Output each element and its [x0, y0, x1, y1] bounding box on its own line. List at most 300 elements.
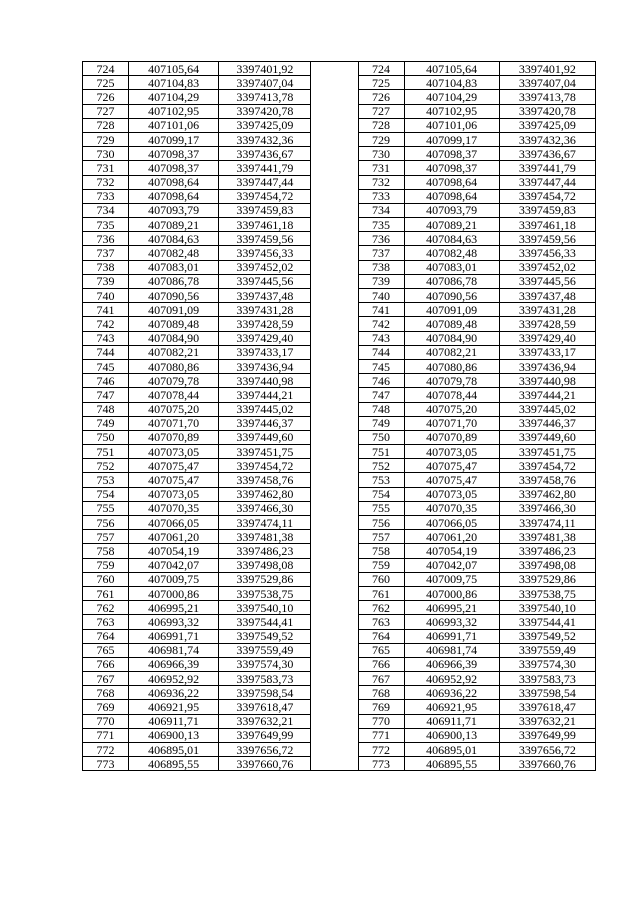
x-coordinate-cell: 407098,64 [404, 175, 499, 189]
y-coordinate-cell: 3397432,36 [499, 132, 595, 146]
y-coordinate-cell: 3397432,36 [219, 132, 311, 146]
x-coordinate-cell: 407061,20 [404, 530, 499, 544]
point-number-cell: 728 [83, 118, 129, 132]
x-coordinate-cell: 407102,95 [404, 104, 499, 118]
point-number-cell: 752 [358, 459, 404, 473]
y-coordinate-cell: 3397447,44 [499, 175, 595, 189]
point-number-cell: 729 [83, 132, 129, 146]
spacer-cell [311, 303, 358, 317]
y-coordinate-cell: 3397433,17 [219, 345, 311, 359]
table-row [83, 615, 596, 629]
point-number-cell: 773 [358, 757, 404, 771]
y-coordinate-cell: 3397441,79 [499, 161, 595, 175]
y-coordinate-cell: 3397544,41 [219, 615, 311, 629]
x-coordinate-cell: 407075,47 [404, 459, 499, 473]
y-coordinate-cell: 3397440,98 [499, 374, 595, 388]
table-row [83, 203, 596, 217]
spacer-cell [311, 430, 358, 444]
y-coordinate-cell: 3397459,83 [499, 203, 595, 217]
spacer-cell [311, 161, 358, 175]
table-row [83, 317, 596, 331]
spacer-cell [311, 274, 358, 288]
x-coordinate-cell: 406993,32 [129, 615, 219, 629]
x-coordinate-cell: 406911,71 [404, 714, 499, 728]
point-number-cell: 741 [358, 303, 404, 317]
x-coordinate-cell: 407070,89 [404, 430, 499, 444]
spacer-cell [311, 558, 358, 572]
x-coordinate-cell: 407084,90 [404, 331, 499, 345]
spacer-cell [311, 260, 358, 274]
x-coordinate-cell: 406936,22 [129, 686, 219, 700]
x-coordinate-cell: 407105,64 [129, 62, 219, 76]
y-coordinate-cell: 3397449,60 [499, 430, 595, 444]
y-coordinate-cell: 3397466,30 [219, 501, 311, 515]
table-row [83, 189, 596, 203]
y-coordinate-cell: 3397656,72 [499, 743, 595, 757]
y-coordinate-cell: 3397559,49 [499, 643, 595, 657]
table-row [83, 643, 596, 657]
point-number-cell: 727 [83, 104, 129, 118]
point-number-cell: 773 [83, 757, 129, 771]
spacer-cell [311, 714, 358, 728]
y-coordinate-cell: 3397474,11 [499, 516, 595, 530]
spacer-cell [311, 672, 358, 686]
x-coordinate-cell: 407054,19 [404, 544, 499, 558]
y-coordinate-cell: 3397549,52 [499, 629, 595, 643]
spacer-cell [311, 246, 358, 260]
spacer-cell [311, 189, 358, 203]
y-coordinate-cell: 3397660,76 [219, 757, 311, 771]
y-coordinate-cell: 3397401,92 [499, 62, 595, 76]
x-coordinate-cell: 407083,01 [129, 260, 219, 274]
point-number-cell: 742 [358, 317, 404, 331]
table-row [83, 388, 596, 402]
spacer-cell [311, 416, 358, 430]
point-number-cell: 734 [358, 203, 404, 217]
x-coordinate-cell: 407080,86 [129, 359, 219, 373]
table-row [83, 90, 596, 104]
x-coordinate-cell: 407098,64 [129, 175, 219, 189]
point-number-cell: 771 [83, 728, 129, 742]
point-number-cell: 739 [358, 274, 404, 288]
point-number-cell: 769 [358, 700, 404, 714]
y-coordinate-cell: 3397440,98 [219, 374, 311, 388]
y-coordinate-cell: 3397454,72 [219, 459, 311, 473]
spacer-cell [311, 586, 358, 600]
x-coordinate-cell: 407084,63 [129, 232, 219, 246]
spacer-cell [311, 331, 358, 345]
y-coordinate-cell: 3397454,72 [499, 459, 595, 473]
table-row [83, 104, 596, 118]
x-coordinate-cell: 407009,75 [129, 572, 219, 586]
table-row [83, 303, 596, 317]
y-coordinate-cell: 3397656,72 [219, 743, 311, 757]
x-coordinate-cell: 407075,47 [129, 473, 219, 487]
x-coordinate-cell: 406895,01 [404, 743, 499, 757]
table-row [83, 331, 596, 345]
x-coordinate-cell: 407089,21 [404, 218, 499, 232]
point-number-cell: 772 [358, 743, 404, 757]
x-coordinate-cell: 406895,55 [404, 757, 499, 771]
x-coordinate-cell: 407080,86 [404, 359, 499, 373]
spacer-cell [311, 289, 358, 303]
x-coordinate-cell: 406966,39 [404, 657, 499, 671]
point-number-cell: 727 [358, 104, 404, 118]
point-number-cell: 736 [83, 232, 129, 246]
y-coordinate-cell: 3397429,40 [219, 331, 311, 345]
y-coordinate-cell: 3397445,56 [219, 274, 311, 288]
x-coordinate-cell: 407089,21 [129, 218, 219, 232]
table-row [83, 218, 596, 232]
y-coordinate-cell: 3397441,79 [219, 161, 311, 175]
table-row [83, 161, 596, 175]
y-coordinate-cell: 3397459,83 [219, 203, 311, 217]
y-coordinate-cell: 3397428,59 [499, 317, 595, 331]
x-coordinate-cell: 406991,71 [129, 629, 219, 643]
x-coordinate-cell: 407078,44 [404, 388, 499, 402]
x-coordinate-cell: 407104,29 [129, 90, 219, 104]
point-number-cell: 743 [83, 331, 129, 345]
x-coordinate-cell: 407071,70 [404, 416, 499, 430]
point-number-cell: 730 [83, 147, 129, 161]
y-coordinate-cell: 3397420,78 [499, 104, 595, 118]
x-coordinate-cell: 407000,86 [129, 586, 219, 600]
point-number-cell: 752 [83, 459, 129, 473]
x-coordinate-cell: 407084,63 [404, 232, 499, 246]
x-coordinate-cell: 407082,48 [404, 246, 499, 260]
x-coordinate-cell: 407098,64 [129, 189, 219, 203]
spacer-cell [311, 147, 358, 161]
x-coordinate-cell: 407093,79 [129, 203, 219, 217]
y-coordinate-cell: 3397452,02 [499, 260, 595, 274]
y-coordinate-cell: 3397420,78 [219, 104, 311, 118]
y-coordinate-cell: 3397407,04 [219, 76, 311, 90]
point-number-cell: 766 [358, 657, 404, 671]
x-coordinate-cell: 407098,37 [404, 147, 499, 161]
y-coordinate-cell: 3397451,75 [219, 445, 311, 459]
point-number-cell: 730 [358, 147, 404, 161]
point-number-cell: 759 [358, 558, 404, 572]
x-coordinate-cell: 407009,75 [404, 572, 499, 586]
y-coordinate-cell: 3397481,38 [219, 530, 311, 544]
y-coordinate-cell: 3397618,47 [219, 700, 311, 714]
point-number-cell: 756 [83, 516, 129, 530]
table-row [83, 147, 596, 161]
spacer-cell [311, 76, 358, 90]
x-coordinate-cell: 407093,79 [404, 203, 499, 217]
table-row [83, 416, 596, 430]
x-coordinate-cell: 406911,71 [129, 714, 219, 728]
x-coordinate-cell: 407073,05 [404, 445, 499, 459]
table-row [83, 118, 596, 132]
x-coordinate-cell: 407000,86 [404, 586, 499, 600]
y-coordinate-cell: 3397574,30 [499, 657, 595, 671]
point-number-cell: 753 [358, 473, 404, 487]
point-number-cell: 737 [358, 246, 404, 260]
y-coordinate-cell: 3397447,44 [219, 175, 311, 189]
table-row [83, 601, 596, 615]
spacer-cell [311, 232, 358, 246]
y-coordinate-cell: 3397538,75 [499, 586, 595, 600]
y-coordinate-cell: 3397436,67 [499, 147, 595, 161]
y-coordinate-cell: 3397459,56 [499, 232, 595, 246]
point-number-cell: 732 [358, 175, 404, 189]
spacer-cell [311, 530, 358, 544]
table-row [83, 714, 596, 728]
point-number-cell: 740 [358, 289, 404, 303]
table-row [83, 530, 596, 544]
y-coordinate-cell: 3397459,56 [219, 232, 311, 246]
x-coordinate-cell: 407102,95 [129, 104, 219, 118]
x-coordinate-cell: 407086,78 [129, 274, 219, 288]
point-number-cell: 753 [83, 473, 129, 487]
spacer-cell [311, 516, 358, 530]
y-coordinate-cell: 3397474,11 [219, 516, 311, 530]
y-coordinate-cell: 3397598,54 [499, 686, 595, 700]
point-number-cell: 765 [83, 643, 129, 657]
table-row [83, 232, 596, 246]
y-coordinate-cell: 3397428,59 [219, 317, 311, 331]
y-coordinate-cell: 3397559,49 [219, 643, 311, 657]
point-number-cell: 744 [83, 345, 129, 359]
point-number-cell: 735 [358, 218, 404, 232]
point-number-cell: 757 [83, 530, 129, 544]
point-number-cell: 748 [83, 402, 129, 416]
table-row [83, 544, 596, 558]
point-number-cell: 762 [83, 601, 129, 615]
table-row [83, 374, 596, 388]
point-number-cell: 726 [358, 90, 404, 104]
x-coordinate-cell: 407091,09 [404, 303, 499, 317]
x-coordinate-cell: 407070,35 [129, 501, 219, 515]
spacer-cell [311, 317, 358, 331]
spacer-cell [311, 445, 358, 459]
table-row [83, 445, 596, 459]
x-coordinate-cell: 406981,74 [129, 643, 219, 657]
spacer-cell [311, 203, 358, 217]
y-coordinate-cell: 3397540,10 [499, 601, 595, 615]
point-number-cell: 734 [83, 203, 129, 217]
point-number-cell: 735 [83, 218, 129, 232]
x-coordinate-cell: 406952,92 [404, 672, 499, 686]
point-number-cell: 765 [358, 643, 404, 657]
y-coordinate-cell: 3397461,18 [499, 218, 595, 232]
y-coordinate-cell: 3397454,72 [219, 189, 311, 203]
y-coordinate-cell: 3397549,52 [219, 629, 311, 643]
x-coordinate-cell: 407105,64 [404, 62, 499, 76]
point-number-cell: 757 [358, 530, 404, 544]
point-number-cell: 748 [358, 402, 404, 416]
table-row [83, 359, 596, 373]
spacer-cell [311, 643, 358, 657]
point-number-cell: 763 [83, 615, 129, 629]
x-coordinate-cell: 407091,09 [129, 303, 219, 317]
x-coordinate-cell: 407070,35 [404, 501, 499, 515]
y-coordinate-cell: 3397583,73 [499, 672, 595, 686]
point-number-cell: 768 [83, 686, 129, 700]
y-coordinate-cell: 3397413,78 [499, 90, 595, 104]
point-number-cell: 756 [358, 516, 404, 530]
point-number-cell: 764 [83, 629, 129, 643]
point-number-cell: 758 [358, 544, 404, 558]
spacer-cell [311, 629, 358, 643]
table-row [83, 430, 596, 444]
spacer-cell [311, 175, 358, 189]
x-coordinate-cell: 407079,78 [129, 374, 219, 388]
point-number-cell: 724 [358, 62, 404, 76]
point-number-cell: 733 [358, 189, 404, 203]
table-row [83, 260, 596, 274]
y-coordinate-cell: 3397458,76 [499, 473, 595, 487]
y-coordinate-cell: 3397446,37 [219, 416, 311, 430]
x-coordinate-cell: 406936,22 [404, 686, 499, 700]
point-number-cell: 750 [83, 430, 129, 444]
point-number-cell: 725 [358, 76, 404, 90]
y-coordinate-cell: 3397458,76 [219, 473, 311, 487]
point-number-cell: 759 [83, 558, 129, 572]
point-number-cell: 754 [358, 487, 404, 501]
x-coordinate-cell: 407099,17 [129, 132, 219, 146]
point-number-cell: 751 [83, 445, 129, 459]
y-coordinate-cell: 3397446,37 [499, 416, 595, 430]
x-coordinate-cell: 407104,29 [404, 90, 499, 104]
spacer-cell [311, 402, 358, 416]
x-coordinate-cell: 406895,01 [129, 743, 219, 757]
point-number-cell: 743 [358, 331, 404, 345]
point-number-cell: 767 [83, 672, 129, 686]
table-row [83, 728, 596, 742]
y-coordinate-cell: 3397660,76 [499, 757, 595, 771]
point-number-cell: 761 [83, 586, 129, 600]
point-number-cell: 751 [358, 445, 404, 459]
table-row [83, 459, 596, 473]
point-number-cell: 754 [83, 487, 129, 501]
spacer-cell [311, 572, 358, 586]
x-coordinate-cell: 406981,74 [404, 643, 499, 657]
y-coordinate-cell: 3397436,94 [219, 359, 311, 373]
point-number-cell: 768 [358, 686, 404, 700]
y-coordinate-cell: 3397649,99 [219, 728, 311, 742]
y-coordinate-cell: 3397632,21 [499, 714, 595, 728]
x-coordinate-cell: 407090,56 [404, 289, 499, 303]
table-row [83, 132, 596, 146]
x-coordinate-cell: 407082,48 [129, 246, 219, 260]
point-number-cell: 746 [358, 374, 404, 388]
point-number-cell: 771 [358, 728, 404, 742]
y-coordinate-cell: 3397433,17 [499, 345, 595, 359]
point-number-cell: 744 [358, 345, 404, 359]
table-row [83, 62, 596, 76]
table-row [83, 558, 596, 572]
x-coordinate-cell: 407075,20 [129, 402, 219, 416]
y-coordinate-cell: 3397618,47 [499, 700, 595, 714]
point-number-cell: 731 [358, 161, 404, 175]
spacer-cell [311, 345, 358, 359]
table-row [83, 501, 596, 515]
point-number-cell: 770 [358, 714, 404, 728]
point-number-cell: 747 [358, 388, 404, 402]
point-number-cell: 760 [358, 572, 404, 586]
x-coordinate-cell: 406995,21 [129, 601, 219, 615]
y-coordinate-cell: 3397461,18 [219, 218, 311, 232]
table-row [83, 572, 596, 586]
x-coordinate-cell: 407098,64 [404, 189, 499, 203]
point-number-cell: 736 [358, 232, 404, 246]
y-coordinate-cell: 3397498,08 [219, 558, 311, 572]
x-coordinate-cell: 407098,37 [129, 147, 219, 161]
point-number-cell: 749 [83, 416, 129, 430]
point-number-cell: 747 [83, 388, 129, 402]
table-row [83, 473, 596, 487]
x-coordinate-cell: 407078,44 [129, 388, 219, 402]
x-coordinate-cell: 406966,39 [129, 657, 219, 671]
point-number-cell: 755 [358, 501, 404, 515]
spacer-cell [311, 601, 358, 615]
y-coordinate-cell: 3397444,21 [499, 388, 595, 402]
y-coordinate-cell: 3397449,60 [219, 430, 311, 444]
point-number-cell: 746 [83, 374, 129, 388]
y-coordinate-cell: 3397436,67 [219, 147, 311, 161]
y-coordinate-cell: 3397649,99 [499, 728, 595, 742]
point-number-cell: 755 [83, 501, 129, 515]
x-coordinate-cell: 407104,83 [129, 76, 219, 90]
point-number-cell: 758 [83, 544, 129, 558]
x-coordinate-cell: 406991,71 [404, 629, 499, 643]
table-row [83, 516, 596, 530]
spacer-cell [311, 615, 358, 629]
y-coordinate-cell: 3397431,28 [499, 303, 595, 317]
table-row [83, 700, 596, 714]
table-row [83, 289, 596, 303]
y-coordinate-cell: 3397437,48 [219, 289, 311, 303]
spacer-cell [311, 743, 358, 757]
table-row [83, 274, 596, 288]
table-row [83, 657, 596, 671]
point-number-cell: 738 [83, 260, 129, 274]
spacer-cell [311, 473, 358, 487]
y-coordinate-cell: 3397498,08 [499, 558, 595, 572]
point-number-cell: 761 [358, 586, 404, 600]
y-coordinate-cell: 3397583,73 [219, 672, 311, 686]
spacer-cell [311, 487, 358, 501]
table-row [83, 586, 596, 600]
table-row [83, 757, 596, 771]
x-coordinate-cell: 406993,32 [404, 615, 499, 629]
coordinates-table [82, 61, 596, 771]
x-coordinate-cell: 407075,47 [129, 459, 219, 473]
x-coordinate-cell: 407084,90 [129, 331, 219, 345]
point-number-cell: 739 [83, 274, 129, 288]
x-coordinate-cell: 407066,05 [129, 516, 219, 530]
point-number-cell: 760 [83, 572, 129, 586]
point-number-cell: 762 [358, 601, 404, 615]
spacer-cell [311, 388, 358, 402]
spacer-cell [311, 657, 358, 671]
y-coordinate-cell: 3397429,40 [499, 331, 595, 345]
table-row [83, 487, 596, 501]
point-number-cell: 729 [358, 132, 404, 146]
table-row [83, 246, 596, 260]
spacer-cell [311, 104, 358, 118]
spacer-cell [311, 359, 358, 373]
x-coordinate-cell: 407073,05 [129, 487, 219, 501]
y-coordinate-cell: 3397425,09 [499, 118, 595, 132]
spacer-cell [311, 700, 358, 714]
point-number-cell: 737 [83, 246, 129, 260]
point-number-cell: 745 [83, 359, 129, 373]
y-coordinate-cell: 3397437,48 [499, 289, 595, 303]
x-coordinate-cell: 406995,21 [404, 601, 499, 615]
